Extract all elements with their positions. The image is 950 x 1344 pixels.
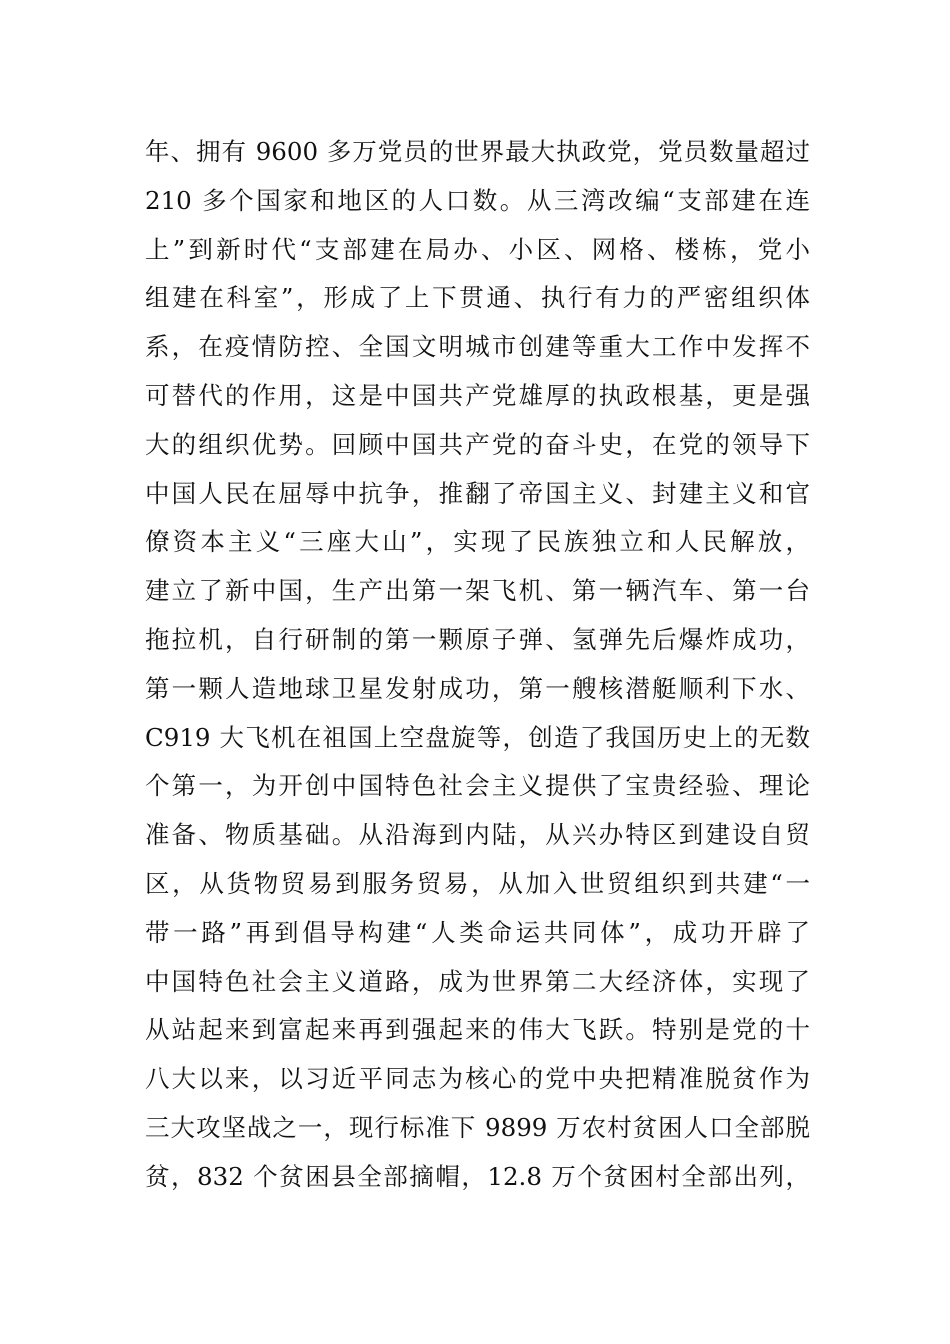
text-line: 三大攻坚战之一，现行标准下 9899 万农村贫困人口全部脱	[145, 1112, 810, 1142]
text-line: 年、拥有 9600 多万党员的世界最大执政党，党员数量超过	[145, 137, 810, 166]
text-line: 上”到新时代“支部建在局办、小区、网格、楼栋，党小	[145, 234, 810, 264]
text-line: 从站起来到富起来再到强起来的伟大飞跃。特别是党的十	[145, 1015, 810, 1045]
body-paragraph	[145, 128, 810, 1202]
text-line: 组建在科室”，形成了上下贯通、执行有力的严密组织体	[145, 283, 810, 313]
text-line: 僚资本主义“三座大山”，实现了民族独立和人民解放，	[145, 527, 810, 557]
text-line: 第一颗人造地球卫星发射成功，第一艘核潜艇顺利下水、	[145, 673, 810, 703]
text-line: 带一路”再到倡导构建“人类命运共同体”，成功开辟了	[145, 917, 810, 947]
text-line: 贫，832 个贫困县全部摘帽，12.8 万个贫困村全部出列，	[145, 1161, 810, 1191]
text-line: 区，从货物贸易到服务贸易，从加入世贸组织到共建“一	[145, 868, 810, 898]
text-line: 大的组织优势。回顾中国共产党的奋斗史，在党的领导下	[145, 429, 810, 459]
text-line: 个第一，为开创中国特色社会主义提供了宝贵经验、理论	[145, 771, 810, 801]
text-line: C919 大飞机在祖国上空盘旋等，创造了我国历史上的无数	[145, 722, 810, 752]
text-line: 准备、物质基础。从沿海到内陆，从兴办特区到建设自贸	[145, 820, 810, 850]
text-line: 系，在疫情防控、全国文明城市创建等重大工作中发挥不	[145, 332, 810, 362]
text-line: 中国特色社会主义道路，成为世界第二大经济体，实现了	[145, 966, 810, 996]
text-line: 可替代的作用，这是中国共产党雄厚的执政根基，更是强	[145, 380, 810, 410]
text-line: 210 多个国家和地区的人口数。从三湾改编“支部建在连	[145, 185, 810, 215]
text-line: 八大以来，以习近平同志为核心的党中央把精准脱贫作为	[145, 1064, 810, 1094]
text-line: 中国人民在屈辱中抗争，推翻了帝国主义、封建主义和官	[145, 478, 810, 508]
text-line: 拖拉机，自行研制的第一颗原子弹、氢弹先后爆炸成功，	[145, 624, 810, 654]
text-line: 建立了新中国，生产出第一架飞机、第一辆汽车、第一台	[145, 576, 810, 606]
